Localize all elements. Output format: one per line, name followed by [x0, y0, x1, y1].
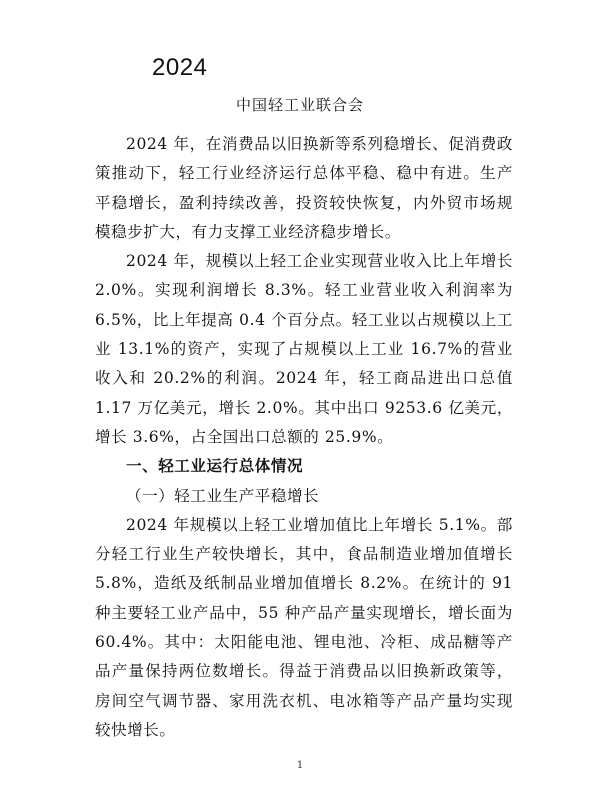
production-paragraph: 2024 年规模以上轻工业增加值比上年增长 5.1%。部分轻工行业生产较快增长，其中，食品制造业增加值增长 5.8%，造纸及纸制品业增加值增长 8.2%。在统计的 91 种主要轻工业产品中，55 种产品产量实现增长，增长面为 60.4%。其中：太阳能电池、锂电池、冷柜、成品糖等产品产量保持两位数增长。得益于消费品以旧换新政策等，房间空气调节器、家用洗衣机、电冰箱等产品产量均实现较快增长。 [95, 515, 513, 739]
document-author: 中国轻工业联合会 [235, 96, 364, 114]
document-year-title: 2024 [152, 54, 208, 81]
subsection-heading: （一）轻工业生产平稳增长 [126, 486, 320, 505]
page-number: 1 [296, 760, 304, 771]
summary-paragraph: 2024 年，规模以上轻工企业实现营业收入比上年增长 2.0%。实现利润增长 8.3%。轻工业营业收入利润率为 6.5%，比上年提高 0.4 个百分点。轻工业以占规模以上工业 13.1%的资产，实现了占规模以上工业 16.7%的营业收入和 20.2%的利润。2024 年，轻工商品进出口总值 1.17 万亿美元，增长 2.0%。其中出口 9253.6 亿美元，增长 3.6%，占全国出口总额的 25.9%。 [95, 252, 513, 446]
document-body [95, 130, 513, 745]
intro-paragraph: 2024 年，在消费品以旧换新等系列稳增长、促消费政策推动下，轻工行业经济运行总体平稳、稳中有进。生产平稳增长，盈利持续改善，投资较快恢复，内外贸市场规模稳步扩大，有力支撑工业经济稳步增长。 [95, 135, 513, 241]
section-heading: 一、轻工业运行总体情况 [126, 457, 304, 476]
